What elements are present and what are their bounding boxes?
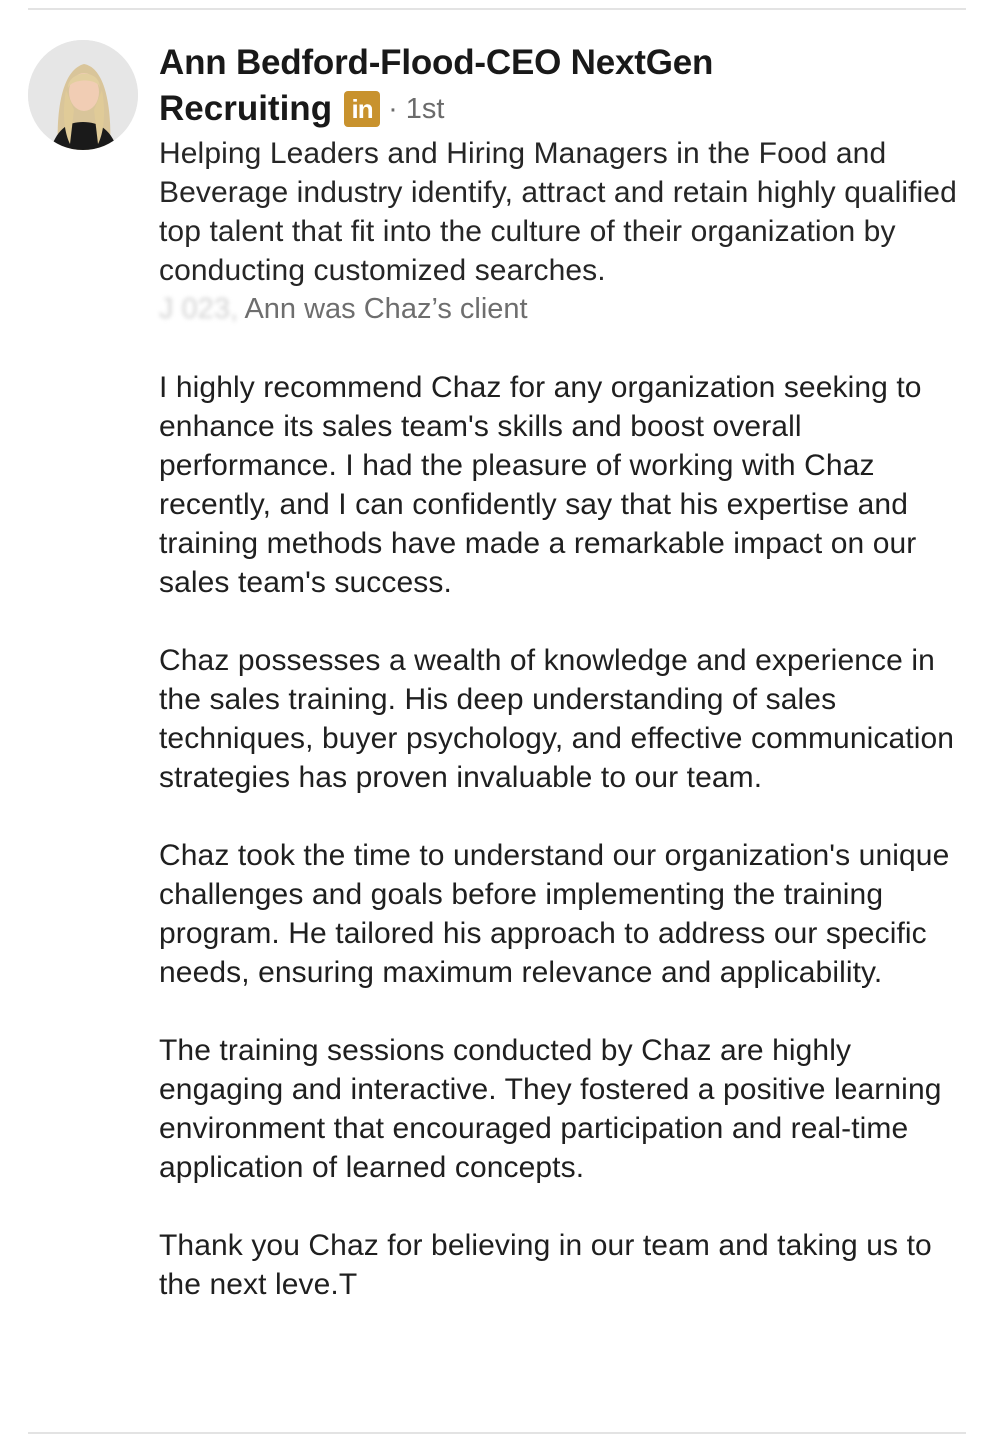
avatar[interactable] [28,40,138,150]
top-divider [28,8,966,10]
recommender-name-line1[interactable]: Ann Bedford-Flood-CEO NextGen [159,43,714,82]
bottom-divider [28,1432,966,1434]
recommender-name-row [159,86,971,132]
recommender-headline: Helping Leaders and Hiring Managers in the Food and Beverage industry identify, attract and retain highly qualified top talent that fit into the culture of their organization by conducting customized searches. [159,137,957,287]
linkedin-icon: in [344,91,380,127]
recommender-name-line2[interactable]: Recruiting [159,89,333,128]
profile-photo [28,40,138,150]
recommendation-paragraph: The training sessions conducted by Chaz are highly engaging and interactive. They fostered a positive learning environment that encouraged participation and real-time application of learned concepts. [159,1034,942,1184]
recommendation-paragraph: Chaz possesses a wealth of knowledge and experience in the sales training. His deep understanding of sales techniques, buyer psychology, and effective communication strategies has proven invaluable to our team. [159,644,955,794]
recommendation-card [159,40,971,1304]
redacted-date: J 023, [159,293,238,325]
relationship-line [159,290,971,329]
recommendation-text [159,368,971,1304]
recommendation-paragraph: Thank you Chaz for believing in our team and taking us to the next leve.T [159,1229,932,1301]
relationship-text: Ann was Chaz’s client [238,293,528,325]
recommendation-paragraph: Chaz took the time to understand our organization's unique challenges and goals before implementing the training program. He tailored his approach to address our specific needs, ensuring maximum relevance and applicability. [159,839,950,989]
recommendation-paragraph: I highly recommend Chaz for any organization seeking to enhance its sales team's skills and boost overall performance. I had the pleasure of working with Chaz recently, and I can confidently say that his expertise and training methods have made a remarkable impact on our sales team's success. [159,371,922,599]
connection-degree: · 1st [388,93,445,125]
